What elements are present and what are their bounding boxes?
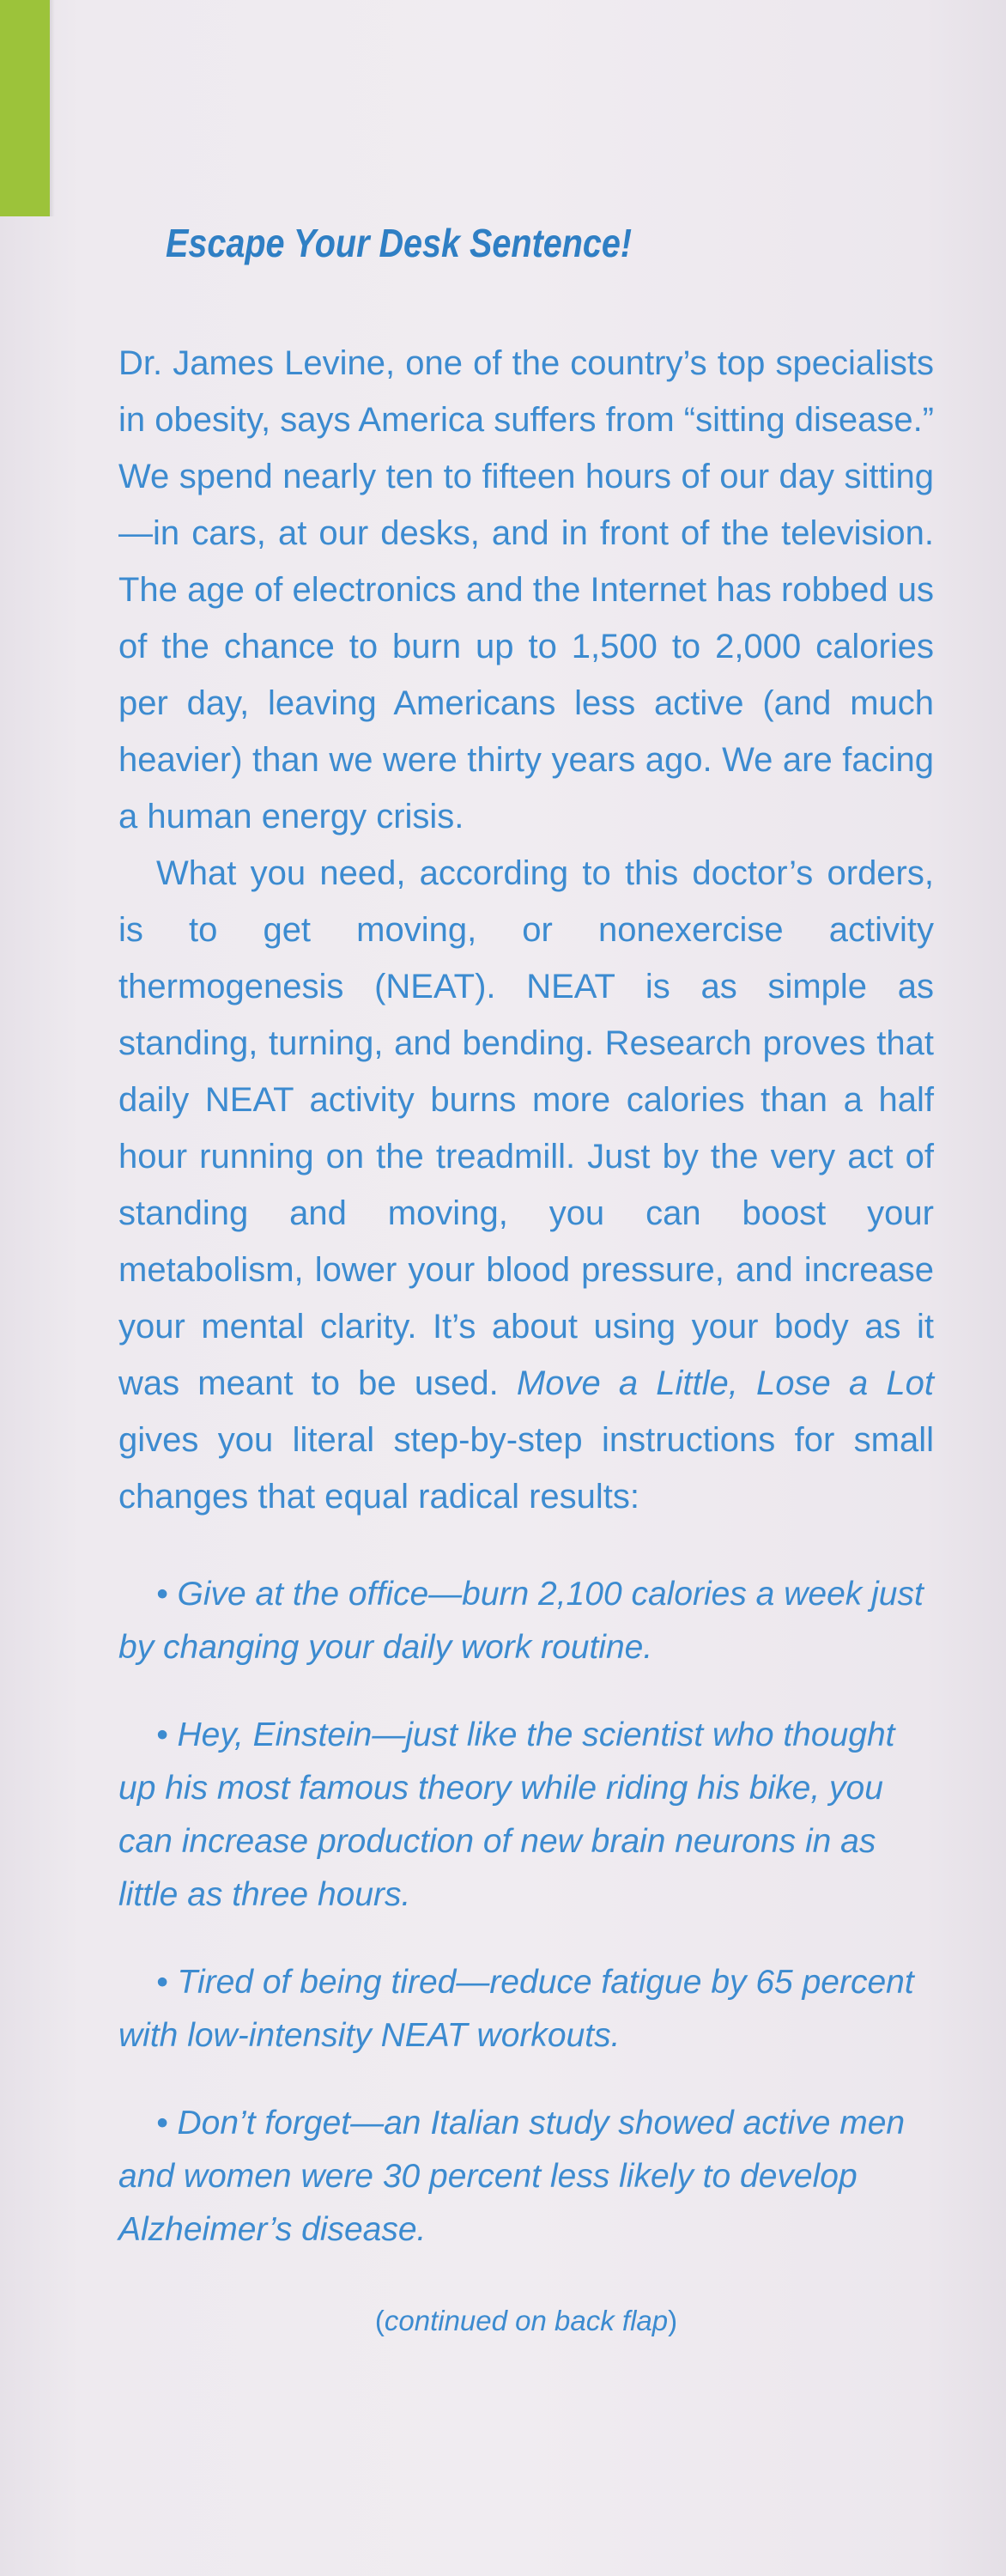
neat-paragraph-start: What you need, according to this doctor’s orders, is to get moving, or nonexercise activity thermogenesis (NEAT). NEAT is as simple as standing, turning, and bending. Research proves that daily NEAT activity burns more calories than a half hour running on the treadmill. Just by the very act of standing and moving, you can boost your metabolism, lower your blood pressure, and increase your mental clarity. It’s about using your body as it was meant to be used. xyxy=(118,854,934,1402)
continued-open-paren: ( xyxy=(374,2305,385,2336)
book-title: Move a Little, Lose a Lot xyxy=(516,1364,934,1402)
benefit-list xyxy=(118,1568,934,2257)
intro-paragraph: Dr. James Levine, one of the country’s top specialists in obesity, says America suffers from “sitting disease.” We spend nearly ten to fifteen hours of our day sitting—in cars, at our desks, and in front of the television. The age of electronics and the Internet has robbed us of the chance to burn up to 1,500 to 2,000 calories per day, leaving Americans less active (and much heavier) than we were thirty years ago. We are facing a human energy crisis. xyxy=(118,344,934,835)
continued-close-paren: ) xyxy=(668,2305,678,2336)
spine-color-strip xyxy=(0,0,50,216)
flap-body xyxy=(118,335,934,2342)
flap-headline: Escape Your Desk Sentence! xyxy=(166,221,633,265)
neat-paragraph-end: gives you literal step-by-step instructions for small changes that equal radical results: xyxy=(118,1421,934,1516)
continued-text: continued on back flap xyxy=(384,2305,669,2336)
list-item: • Tired of being tired—reduce fatigue by 65 percent with low-intensity NEAT workouts. xyxy=(118,1964,914,2054)
neat-paragraph xyxy=(118,845,934,1525)
continued-note xyxy=(118,2300,934,2342)
list-item: • Give at the office—burn 2,100 calories a week just by changing your daily work routine. xyxy=(118,1576,924,1666)
list-item: • Hey, Einstein—just like the scientist who thought up his most famous theory while riding his bike, you can increase production of new brain neurons in as little as three hours. xyxy=(118,1716,895,1913)
list-item: • Don’t forget—an Italian study showed active men and women were 30 percent less likely to develop Alzheimer’s disease. xyxy=(118,2105,906,2248)
spine-edge-shadow xyxy=(50,0,55,216)
